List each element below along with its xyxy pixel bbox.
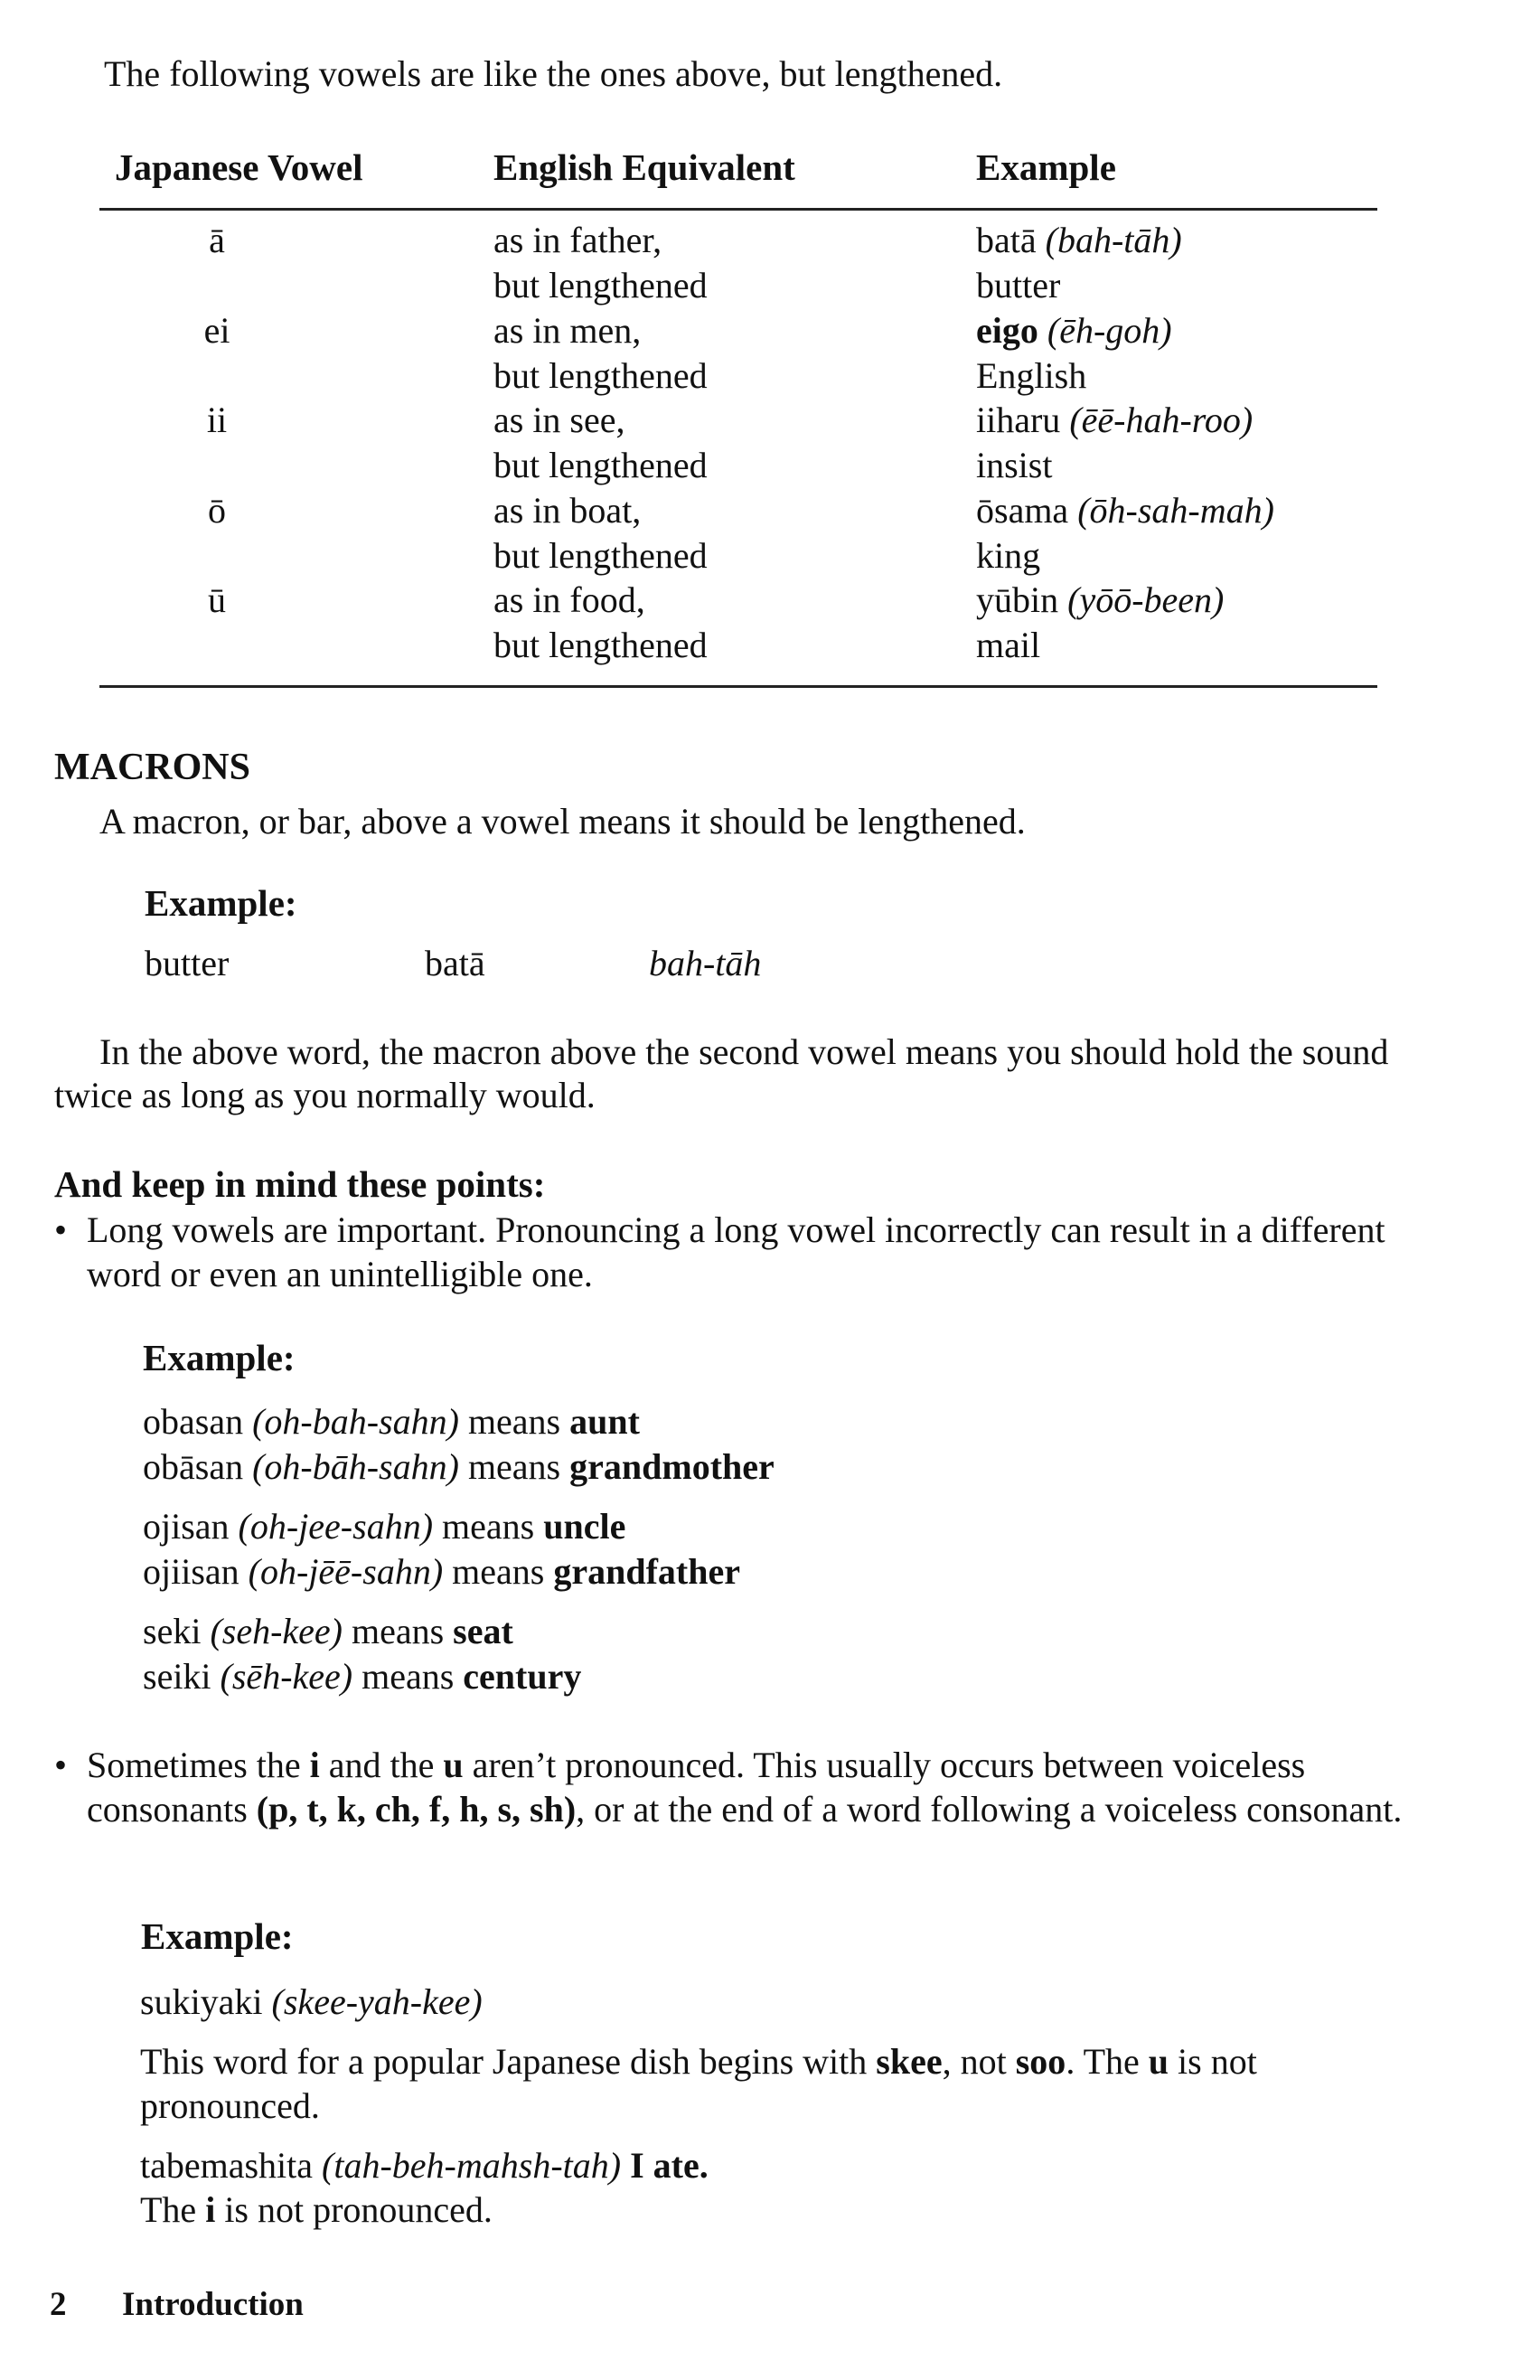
pair-group [143, 1399, 775, 1490]
english-cell: as in father, but lengthened [493, 220, 708, 306]
table-body [99, 211, 1377, 688]
vowel-table [99, 140, 1377, 688]
vowel-cell: ii [206, 400, 228, 440]
english-cell: as in boat, but lengthened [493, 489, 708, 576]
note: This word for a popular Japanese dish begins with skee, not soo. The u is not pronounced. [140, 2041, 1257, 2126]
example-cell: ōsama (ōh-sah-mah) king [976, 489, 1274, 576]
example-label: Example: [145, 882, 297, 924]
example-cell: eigo (ēh-goh) English [976, 309, 1172, 396]
section-title: Introduction [122, 2286, 304, 2323]
bullet-icon: • [54, 1745, 68, 1785]
example-pronunciation: bah-tāh [649, 943, 762, 983]
table-row [99, 570, 1377, 665]
minimal-pairs [143, 1399, 775, 1714]
list-item: seki (seh-kee) means seat [143, 1611, 513, 1651]
example-english: butter [145, 943, 230, 983]
english-cell: as in men, but lengthened [493, 309, 708, 396]
list-item: ojisan (oh-jee-sahn) means uncle [143, 1506, 626, 1547]
example-label: Example: [141, 1915, 294, 1957]
pair-group [143, 1609, 775, 1699]
list-item: ojiisan (oh-jēē-sahn) means grandfather [143, 1551, 740, 1592]
vowel-cell: ei [203, 309, 230, 351]
english-cell: as in food, but lengthened [493, 579, 708, 665]
bullet-icon: • [54, 1209, 68, 1250]
macrons-heading: MACRONS [54, 747, 250, 788]
table-row [99, 481, 1377, 576]
header-japanese-vowel: Japanese Vowel [115, 146, 363, 188]
list-item: seiki (sēh-kee) means century [143, 1656, 582, 1697]
table-row [99, 301, 1377, 396]
table-row [99, 211, 1377, 306]
list-item: sukiyaki (skee-yah-kee) [140, 1981, 483, 2022]
header-english-equivalent: English Equivalent [493, 146, 795, 188]
list-item: obāsan (oh-bāh-sahn) means grandmother [143, 1446, 775, 1487]
vowel-cell: ū [208, 579, 226, 620]
intro-text: The following vowels are like the ones above, but lengthened. [104, 53, 1003, 94]
example-label: Example: [143, 1337, 296, 1378]
header-example: Example [976, 146, 1116, 188]
bullet-unpronounced: • Sometimes the i and the u aren’t pronounced. This usually occurs between voiceless consonants (p, t, k, ch, f, h, s, sh), or at the end of a word following a voiceless consonant. [54, 1745, 1403, 1830]
page-number: 2 [50, 2286, 67, 2323]
sukiyaki-example [140, 1980, 1405, 2247]
vowel-cell: ō [208, 489, 226, 531]
pair-group [143, 1504, 775, 1595]
table-row [99, 390, 1377, 485]
macron-definition: A macron, or bar, above a vowel means it should be lengthened. [99, 801, 1026, 842]
example-cell: batā (bah-tāh) butter [976, 220, 1182, 306]
macron-explanation: In the above word, the macron above the second vowel means you should hold the sound twice as long as you normally would. [54, 1031, 1389, 1115]
keep-in-mind-heading: And keep in mind these points: [54, 1163, 546, 1205]
list-item: obasan (oh-bah-sahn) means aunt [143, 1401, 640, 1442]
example-cell: iiharu (ēē-hah-roo) insist [976, 400, 1254, 485]
english-cell: as in see, but lengthened [493, 400, 708, 485]
example-japanese: batā [425, 943, 485, 983]
vowel-cell: ā [209, 220, 225, 260]
bullet-long-vowels: • Long vowels are important. Pronouncing a long vowel incorrectly can result in a different word or even an unintelligible one. [54, 1209, 1385, 1294]
table-header [99, 140, 1377, 211]
list-item: tabemashita (tah-beh-mahsh-tah) I ate. The i is not pronounced. [140, 2145, 709, 2230]
example-cell: yūbin (yōō-been) mail [976, 579, 1225, 665]
